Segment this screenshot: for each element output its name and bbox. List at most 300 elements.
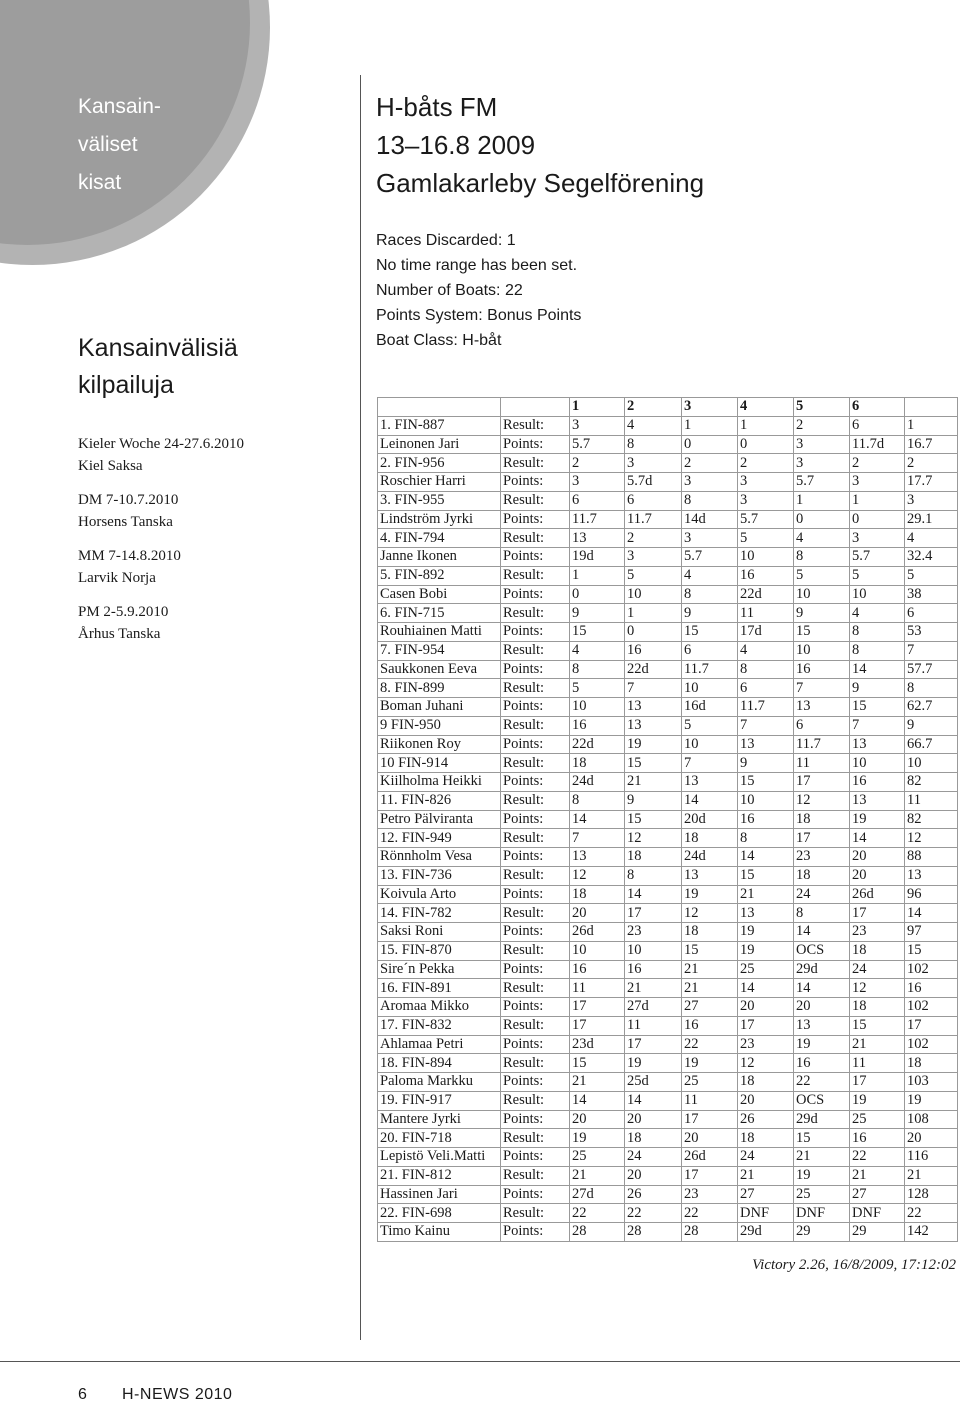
table-row [378,510,958,529]
table-row [378,1035,958,1054]
table-row [378,585,958,604]
table-cell: 27 [682,998,738,1017]
table-cell: 14 [570,1091,625,1110]
table-cell: 5 [738,529,794,548]
table-cell: 12 [850,979,905,998]
table-cell: 18 [570,885,625,904]
info-line: Points System: Bonus Points [376,307,582,324]
table-cell: 102 [905,998,958,1017]
table-cell: 0 [570,585,625,604]
table-cell: 16 [738,566,794,585]
table-cell: 19 [905,1091,958,1110]
table-row [378,1166,958,1185]
table-cell: 24 [794,885,850,904]
table-cell: 1 [905,416,958,435]
table-cell: 32.4 [905,548,958,567]
table-cell: 53 [905,623,958,642]
table-cell: 20 [850,848,905,867]
table-cell: 3 [738,473,794,492]
table-cell: Timo Kainu [378,1223,501,1242]
table-cell: 17 [570,998,625,1017]
table-cell: 1 [682,416,738,435]
table-cell: Rouhiainen Matti [378,623,501,642]
table-cell: 9 FIN-950 [378,716,501,735]
table-cell: 10 [850,585,905,604]
table-cell: 10 [905,754,958,773]
table-cell: 11.7 [738,698,794,717]
table-row [378,623,958,642]
table-cell: 19 [738,923,794,942]
table-cell: 6 [682,641,738,660]
table-cell: 17 [738,1016,794,1035]
table-row [378,1129,958,1148]
table-cell: 27d [570,1185,625,1204]
header-cell: 3 [682,398,738,417]
table-cell: 3 [850,473,905,492]
table-cell: Result: [501,829,570,848]
table-row [378,998,958,1017]
table-cell: 21 [850,1166,905,1185]
table-cell: Roschier Harri [378,473,501,492]
table-row [378,960,958,979]
table-row [378,1054,958,1073]
table-cell: 15 [682,623,738,642]
table-cell: 4 [682,566,738,585]
table-cell: 3 [794,454,850,473]
table-cell: 5 [570,679,625,698]
table-cell: 24d [570,773,625,792]
section-label: Kansain- väliset kisat [78,95,161,194]
table-cell: 97 [905,923,958,942]
table-cell: 6 [905,604,958,623]
table-cell: Points: [501,1035,570,1054]
table-cell: Points: [501,960,570,979]
table-cell: 8 [570,660,625,679]
table-cell: Lindström Jyrki [378,510,501,529]
table-cell: Points: [501,773,570,792]
table-cell: 14 [625,1091,682,1110]
table-cell: 4 [850,604,905,623]
table-cell: 14 [794,979,850,998]
event-item: MM 7-14.8.2010 Larvik Norja [78,548,181,586]
table-cell: 19 [794,1035,850,1054]
table-cell: Paloma Markku [378,1073,501,1092]
table-cell: 22 [794,1073,850,1092]
table-cell: 6 [570,491,625,510]
table-cell: 8 [625,435,682,454]
header-cell: 6 [850,398,905,417]
table-cell: Result: [501,1054,570,1073]
table-cell: 82 [905,773,958,792]
table-cell: 18 [850,998,905,1017]
table-cell: 16d [682,698,738,717]
table-cell: Points: [501,585,570,604]
table-cell: 11 [625,1016,682,1035]
table-cell: 13 [682,773,738,792]
table-cell: 16 [794,1054,850,1073]
table-cell: 5.7 [738,510,794,529]
table-cell: 19 [850,810,905,829]
table-cell: Points: [501,735,570,754]
table-cell: 108 [905,1110,958,1129]
table-cell: 116 [905,1148,958,1167]
page-heading [376,88,704,202]
table-cell: 19 [850,1091,905,1110]
table-cell: 22d [625,660,682,679]
table-cell: 14 [738,848,794,867]
table-row [378,866,958,885]
table-cell: DNF [738,1204,794,1223]
table-cell: 10 [682,679,738,698]
table-cell: 22. FIN-698 [378,1204,501,1223]
table-cell: 1 [570,566,625,585]
table-row [378,773,958,792]
table-row [378,1091,958,1110]
table-cell: 9 [625,791,682,810]
table-cell: 22d [570,735,625,754]
table-cell: 19 [625,1054,682,1073]
table-cell: 5 [794,566,850,585]
table-cell: 8 [794,548,850,567]
table-row [378,1223,958,1242]
table-cell: 8 [625,866,682,885]
table-cell: 82 [905,810,958,829]
table-cell: 12. FIN-949 [378,829,501,848]
table-cell: 26 [738,1110,794,1129]
table-cell: Points: [501,1185,570,1204]
table-row [378,416,958,435]
race-info [376,228,581,353]
header-cell [378,398,501,417]
table-row [378,604,958,623]
table-cell: 16 [625,641,682,660]
table-cell: Riikonen Roy [378,735,501,754]
table-cell: Saukkonen Eeva [378,660,501,679]
table-cell: 23 [850,923,905,942]
table-cell: 10 [625,941,682,960]
table-cell: 14 [850,829,905,848]
table-cell: 26d [850,885,905,904]
table-cell: 7. FIN-954 [378,641,501,660]
table-cell: 16 [625,960,682,979]
table-cell: 8 [682,491,738,510]
table-cell: Result: [501,1166,570,1185]
table-cell: 21 [682,979,738,998]
table-cell: 3 [625,454,682,473]
table-cell: 13. FIN-736 [378,866,501,885]
table-cell: 5 [905,566,958,585]
table-cell: Points: [501,810,570,829]
table-cell: 3 [625,548,682,567]
table-cell: 28 [682,1223,738,1242]
table-cell: 1 [738,416,794,435]
table-cell: 5. FIN-892 [378,566,501,585]
table-cell: Sire´n Pekka [378,960,501,979]
table-cell: 21 [625,773,682,792]
table-cell: 9 [570,604,625,623]
table-row [378,660,958,679]
page-number: 6 [78,1386,87,1403]
footer-rule [0,1361,960,1362]
table-cell: 18 [738,1129,794,1148]
table-cell: 10 [850,754,905,773]
table-cell: Result: [501,979,570,998]
table-cell: 8 [794,904,850,923]
table-cell: 103 [905,1073,958,1092]
table-cell: Mantere Jyrki [378,1110,501,1129]
table-cell: 7 [905,641,958,660]
table-cell: 25d [625,1073,682,1092]
table-cell: 21 [738,885,794,904]
table-cell: Result: [501,604,570,623]
table-cell: 8 [850,641,905,660]
table-row [378,810,958,829]
table-cell: 17 [850,904,905,923]
table-cell: Points: [501,848,570,867]
table-row [378,1016,958,1035]
table-cell: 128 [905,1185,958,1204]
table-cell: 66.7 [905,735,958,754]
table-cell: 19 [794,1166,850,1185]
table-cell: 13 [682,866,738,885]
table-cell: 8 [738,829,794,848]
table-cell: 4 [794,529,850,548]
table-cell: 14 [905,904,958,923]
table-cell: 18 [850,941,905,960]
table-cell: Result: [501,1204,570,1223]
table-cell: 25 [738,960,794,979]
table-cell: 22 [682,1204,738,1223]
table-cell: 26d [682,1148,738,1167]
table-cell: 11.7 [794,735,850,754]
table-cell: 11 [905,791,958,810]
table-cell: Janne Ikonen [378,548,501,567]
table-cell: 17 [794,773,850,792]
table-cell: 17 [850,1073,905,1092]
table-cell: 18. FIN-894 [378,1054,501,1073]
table-cell: 4 [625,416,682,435]
table-cell: 22 [850,1148,905,1167]
table-cell: 23 [738,1035,794,1054]
table-cell: 21 [738,1166,794,1185]
table-cell: 12 [905,829,958,848]
table-cell: 10 [625,585,682,604]
table-cell: 10 [794,641,850,660]
table-cell: 0 [738,435,794,454]
table-cell: Result: [501,454,570,473]
table-cell: 7 [794,679,850,698]
table-cell: 5 [682,716,738,735]
table-cell: Leinonen Jari [378,435,501,454]
table-row [378,491,958,510]
table-cell: 29d [738,1223,794,1242]
table-cell: Points: [501,660,570,679]
table-cell: 16 [850,773,905,792]
table-cell: 6 [850,416,905,435]
table-cell: Points: [501,885,570,904]
table-cell: 5.7 [794,473,850,492]
table-cell: Result: [501,866,570,885]
table-row [378,548,958,567]
header-cell [501,398,570,417]
table-cell: 11 [570,979,625,998]
table-cell: Points: [501,548,570,567]
table-cell: 21 [625,979,682,998]
table-cell: 23 [682,1185,738,1204]
table-cell: DNF [794,1204,850,1223]
table-cell: 0 [625,623,682,642]
table-cell: 96 [905,885,958,904]
table-cell: 9 [905,716,958,735]
table-cell: 20 [794,998,850,1017]
table-cell: 17 [682,1166,738,1185]
table-cell: 8. FIN-899 [378,679,501,698]
table-cell: 13 [738,904,794,923]
table-row [378,941,958,960]
table-cell: 14 [625,885,682,904]
table-cell: 21 [570,1073,625,1092]
table-cell: 24 [625,1148,682,1167]
table-cell: Points: [501,1110,570,1129]
table-cell: 1 [850,491,905,510]
table-cell: 3 [570,473,625,492]
table-row [378,698,958,717]
table-cell: Points: [501,1148,570,1167]
table-cell: Result: [501,566,570,585]
table-cell: 19 [682,885,738,904]
table-cell: 9 [682,604,738,623]
table-cell: 21 [905,1166,958,1185]
table-row [378,529,958,548]
table-cell: 88 [905,848,958,867]
table-cell: 14d [682,510,738,529]
table-cell: 11 [850,1054,905,1073]
table-cell: 15 [794,1129,850,1148]
table-cell: 0 [850,510,905,529]
table-cell: 20 [738,1091,794,1110]
table-cell: 13 [625,698,682,717]
table-cell: 0 [794,510,850,529]
table-cell: 15. FIN-870 [378,941,501,960]
table-cell: 22 [905,1204,958,1223]
table-cell: 22 [682,1035,738,1054]
table-cell: 20 [682,1129,738,1148]
table-cell: 11 [794,754,850,773]
table-cell: 13 [794,698,850,717]
table-cell: 57.7 [905,660,958,679]
table-cell: 6. FIN-715 [378,604,501,623]
table-cell: 19. FIN-917 [378,1091,501,1110]
table-cell: 20 [570,1110,625,1129]
table-cell: Rönnholm Vesa [378,848,501,867]
table-cell: 5.7 [570,435,625,454]
table-cell: 9 [738,754,794,773]
column-divider [360,75,361,1340]
table-cell: 27d [625,998,682,1017]
table-row [378,716,958,735]
table-cell: Result: [501,491,570,510]
table-cell: 7 [625,679,682,698]
table-cell: 17 [625,1035,682,1054]
table-cell: 21 [570,1166,625,1185]
table-row [378,979,958,998]
table-row [378,829,958,848]
table-cell: 13 [905,866,958,885]
table-row [378,791,958,810]
table-cell: 24d [682,848,738,867]
table-cell: 26 [625,1185,682,1204]
table-cell: 2 [850,454,905,473]
table-cell: 13 [570,848,625,867]
table-cell: Saksi Roni [378,923,501,942]
table-cell: 0 [682,435,738,454]
table-cell: 10 [682,735,738,754]
table-cell: 8 [905,679,958,698]
table-cell: 19d [570,548,625,567]
table-cell: 9 [794,604,850,623]
table-cell: 10 [794,585,850,604]
table-cell: 7 [570,829,625,848]
table-cell: 5.7d [625,473,682,492]
table-cell: 17 [570,1016,625,1035]
table-cell: 16 [570,716,625,735]
table-cell: OCS [794,1091,850,1110]
table-cell: 24 [850,960,905,979]
table-cell: 4. FIN-794 [378,529,501,548]
table-cell: 29d [794,960,850,979]
table-cell: Points: [501,510,570,529]
event-item: Kieler Woche 24-27.6.2010 Kiel Saksa [78,436,244,474]
table-row [378,1204,958,1223]
table-cell: 17 [625,904,682,923]
table-cell: OCS [794,941,850,960]
table-cell: 20 [625,1166,682,1185]
table-cell: 10 [570,698,625,717]
table-cell: 14 [850,660,905,679]
table-cell: Points: [501,473,570,492]
table-cell: Casen Bobi [378,585,501,604]
table-cell: 17 [905,1016,958,1035]
table-cell: Points: [501,1073,570,1092]
table-cell: 5 [625,566,682,585]
table-row [378,1185,958,1204]
info-line: Boat Class: H-båt [376,332,502,349]
table-cell: 15 [905,941,958,960]
table-cell: 11.7d [850,435,905,454]
table-cell: Kiilholma Heikki [378,773,501,792]
table-cell: 13 [625,716,682,735]
table-cell: 27 [738,1185,794,1204]
table-cell: 23d [570,1035,625,1054]
table-cell: 10 [738,548,794,567]
results-table [377,397,958,1242]
table-cell: 142 [905,1223,958,1242]
table-cell: 29 [794,1223,850,1242]
table-cell: Koivula Arto [378,885,501,904]
table-row [378,1110,958,1129]
table-cell: 3 [682,529,738,548]
table-cell: 18 [625,1129,682,1148]
table-cell: 18 [682,923,738,942]
table-row [378,473,958,492]
table-cell: DNF [850,1204,905,1223]
table-cell: 102 [905,1035,958,1054]
table-cell: 25 [682,1073,738,1092]
table-cell: 5.7 [682,548,738,567]
heading-club: Gamlakarleby Segelförening [376,168,705,198]
table-cell: 29d [794,1110,850,1129]
table-cell: 4 [570,641,625,660]
